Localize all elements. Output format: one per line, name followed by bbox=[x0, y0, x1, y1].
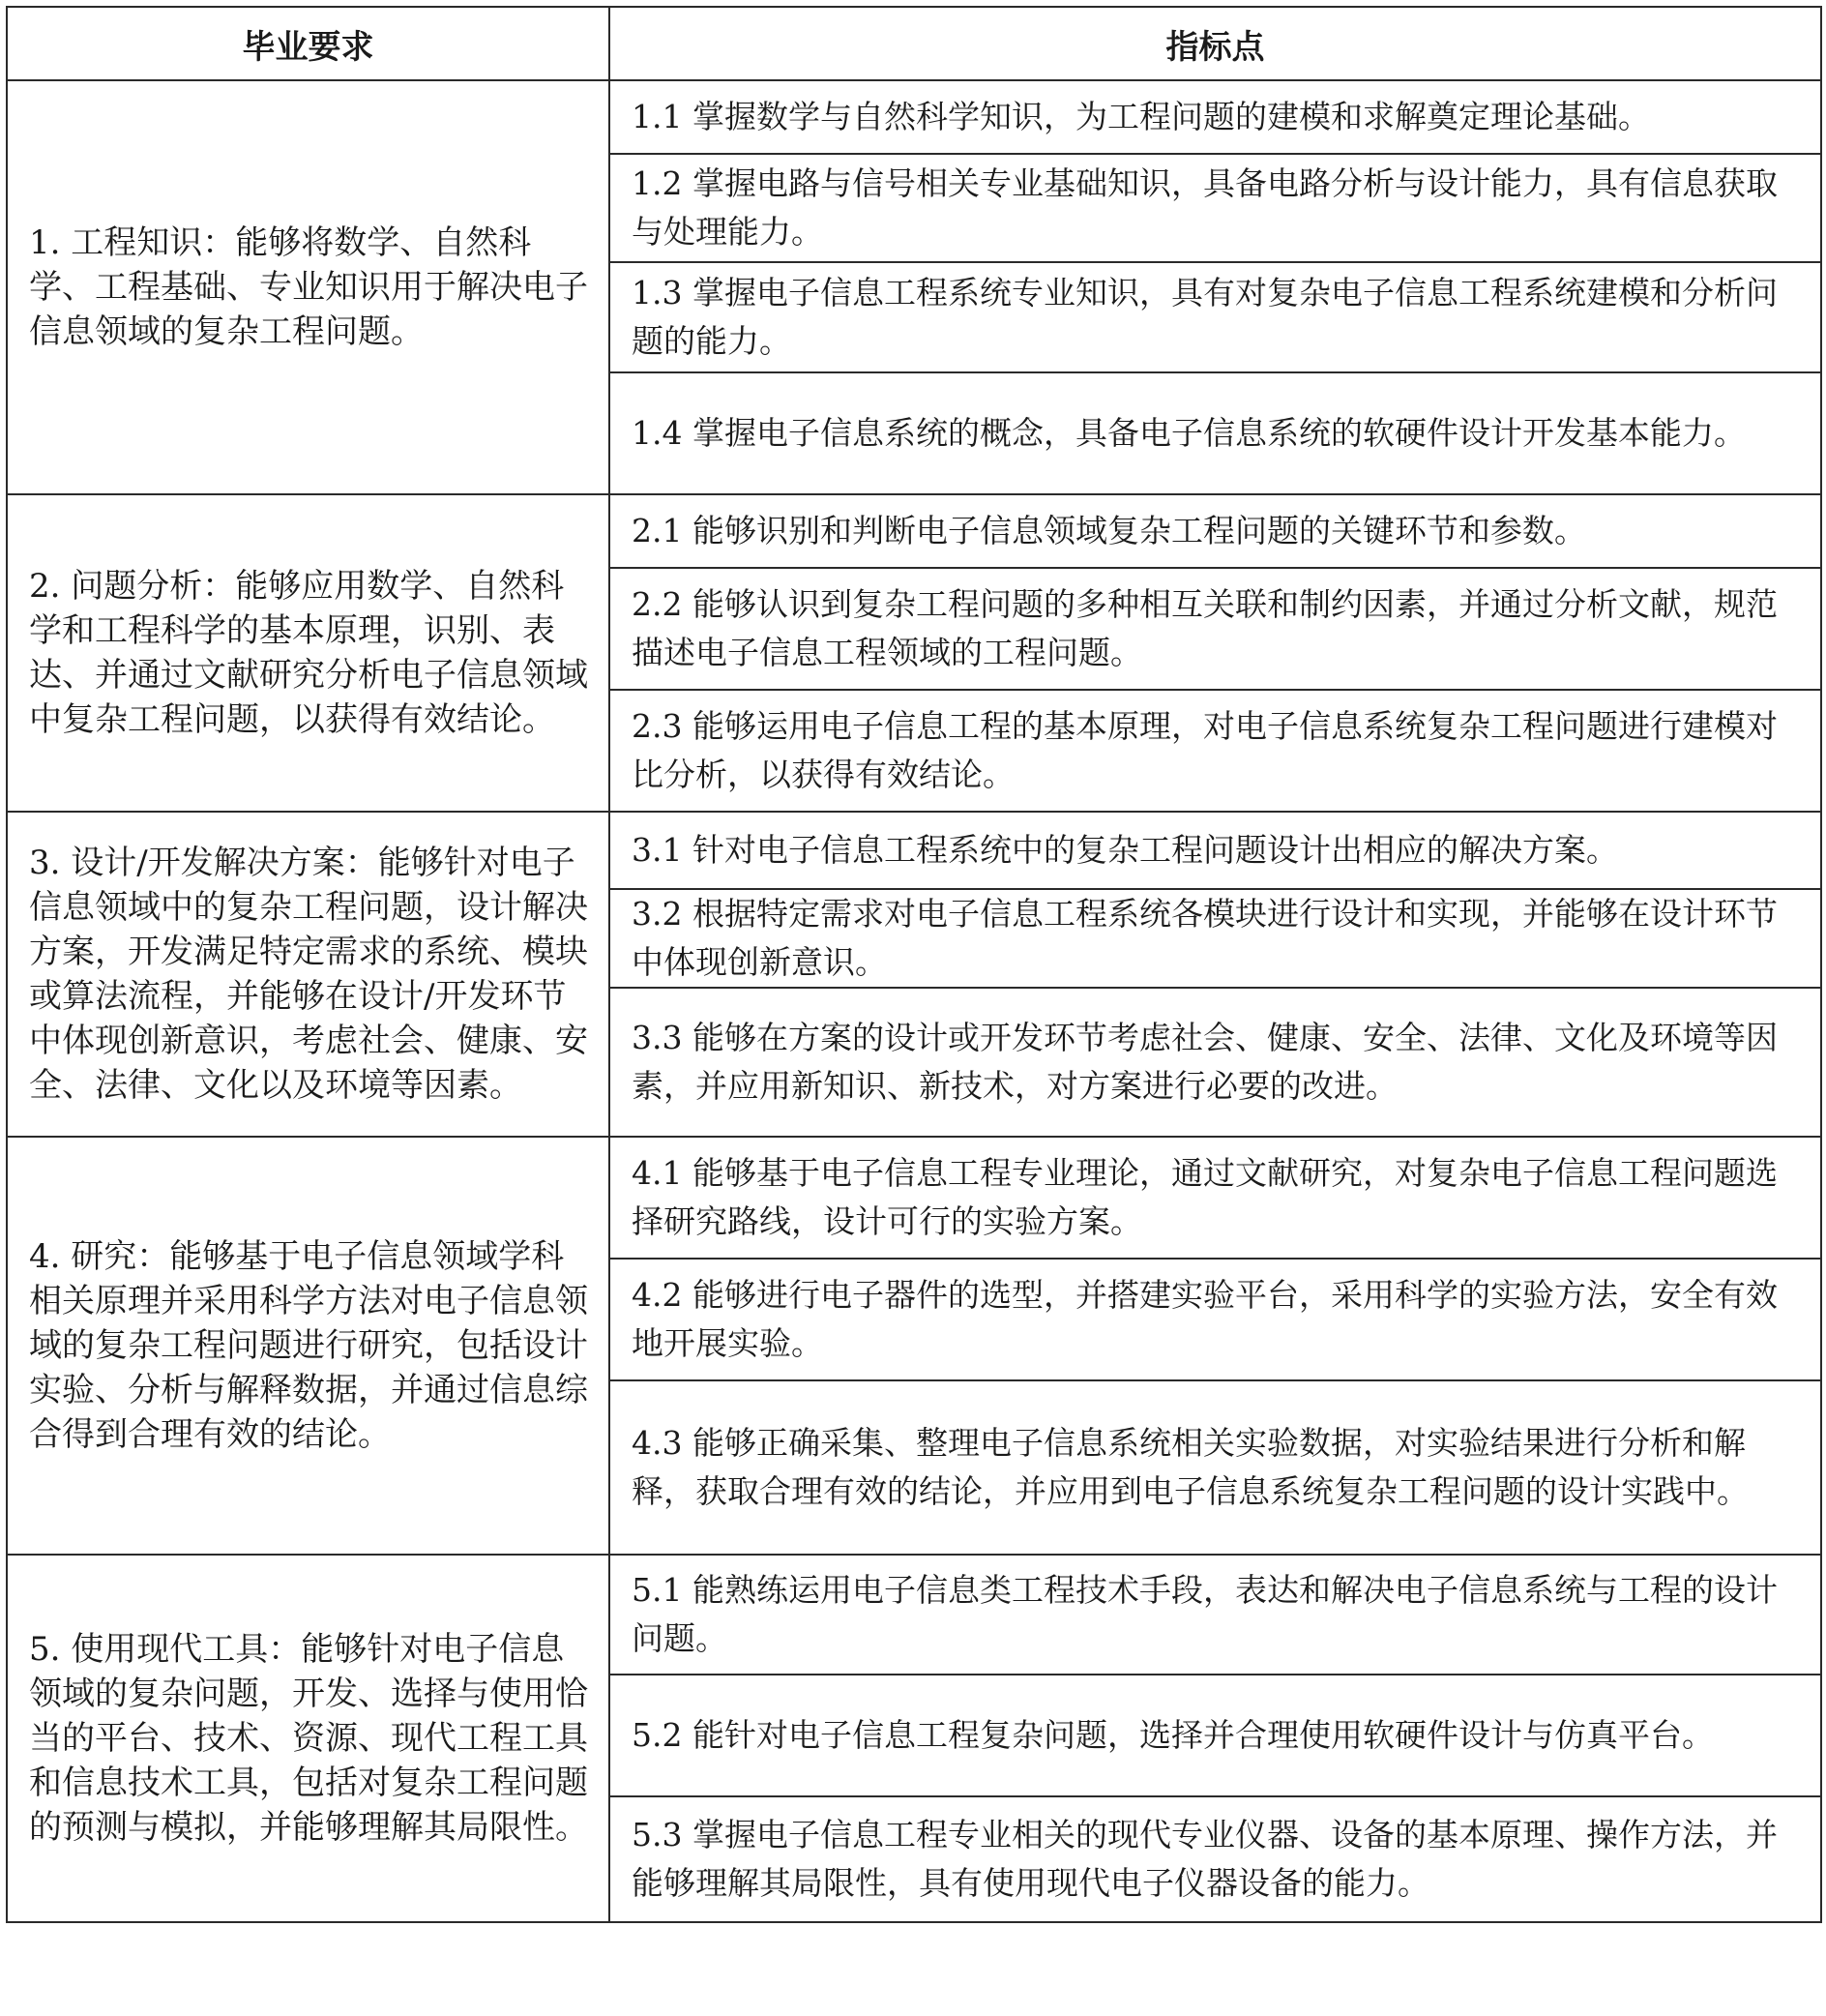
table-row bbox=[7, 80, 1821, 154]
requirement-4: 4. 研究：能够基于电子信息领域学科相关原理并采用科学方法对电子信息领域的复杂工程问题进行研究，包括设计实验、分析与解释数据，并通过信息综合得到合理有效的结论。 bbox=[7, 1137, 609, 1555]
indicator-2-2: 2.2 能够认识到复杂工程问题的多种相互关联和制约因素，并通过分析文献，规范描述电子信息工程领域的工程问题。 bbox=[609, 568, 1821, 690]
indicator-4-3: 4.3 能够正确采集、整理电子信息系统相关实验数据，对实验结果进行分析和解释，获取合理有效的结论，并应用到电子信息系统复杂工程问题的设计实践中。 bbox=[609, 1380, 1821, 1555]
indicator-3-2: 3.2 根据特定需求对电子信息工程系统各模块进行设计和实现，并能够在设计环节中体现创新意识。 bbox=[609, 889, 1821, 988]
header-row bbox=[7, 7, 1821, 80]
requirement-2: 2. 问题分析：能够应用数学、自然科学和工程科学的基本原理，识别、表达、并通过文献研究分析电子信息领域中复杂工程问题，以获得有效结论。 bbox=[7, 494, 609, 812]
indicator-2-1: 2.1 能够识别和判断电子信息领域复杂工程问题的关键环节和参数。 bbox=[609, 494, 1821, 568]
indicator-4-1: 4.1 能够基于电子信息工程专业理论，通过文献研究，对复杂电子信息工程问题选择研究路线，设计可行的实验方案。 bbox=[609, 1137, 1821, 1259]
indicator-1-4: 1.4 掌握电子信息系统的概念，具备电子信息系统的软硬件设计开发基本能力。 bbox=[609, 372, 1821, 494]
graduation-requirements-table bbox=[6, 6, 1822, 1923]
indicator-5-3: 5.3 掌握电子信息工程专业相关的现代专业仪器、设备的基本原理、操作方法，并能够理解其局限性，具有使用现代电子仪器设备的能力。 bbox=[609, 1796, 1821, 1922]
indicator-1-1: 1.1 掌握数学与自然科学知识，为工程问题的建模和求解奠定理论基础。 bbox=[609, 80, 1821, 154]
indicator-2-3: 2.3 能够运用电子信息工程的基本原理，对电子信息系统复杂工程问题进行建模对比分析，以获得有效结论。 bbox=[609, 690, 1821, 812]
table-row bbox=[7, 494, 1821, 568]
table-row bbox=[7, 1137, 1821, 1259]
requirement-5: 5. 使用现代工具：能够针对电子信息领域的复杂问题，开发、选择与使用恰当的平台、技术、资源、现代工程工具和信息技术工具，包括对复杂工程问题的预测与模拟，并能够理解其局限性。 bbox=[7, 1555, 609, 1922]
indicator-5-1: 5.1 能熟练运用电子信息类工程技术手段，表达和解决电子信息系统与工程的设计问题。 bbox=[609, 1555, 1821, 1675]
indicator-3-1: 3.1 针对电子信息工程系统中的复杂工程问题设计出相应的解决方案。 bbox=[609, 812, 1821, 889]
indicator-1-3: 1.3 掌握电子信息工程系统专业知识，具有对复杂电子信息工程系统建模和分析问题的能力。 bbox=[609, 262, 1821, 372]
requirement-3: 3. 设计/开发解决方案：能够针对电子信息领域中的复杂工程问题，设计解决方案，开发满足特定需求的系统、模块或算法流程，并能够在设计/开发环节中体现创新意识，考虑社会、健康、安全、法律、文化以及环境等因素。 bbox=[7, 812, 609, 1137]
table-row bbox=[7, 812, 1821, 889]
table-row bbox=[7, 1555, 1821, 1675]
requirement-1: 1. 工程知识：能够将数学、自然科学、工程基础、专业知识用于解决电子信息领域的复杂工程问题。 bbox=[7, 80, 609, 494]
indicator-1-2: 1.2 掌握电路与信号相关专业基础知识，具备电路分析与设计能力，具有信息获取与处理能力。 bbox=[609, 154, 1821, 262]
header-requirement: 毕业要求 bbox=[7, 7, 609, 80]
header-indicator: 指标点 bbox=[609, 7, 1821, 80]
indicator-3-3: 3.3 能够在方案的设计或开发环节考虑社会、健康、安全、法律、文化及环境等因素，并应用新知识、新技术，对方案进行必要的改进。 bbox=[609, 988, 1821, 1137]
indicator-5-2: 5.2 能针对电子信息工程复杂问题，选择并合理使用软硬件设计与仿真平台。 bbox=[609, 1675, 1821, 1796]
indicator-4-2: 4.2 能够进行电子器件的选型，并搭建实验平台，采用科学的实验方法，安全有效地开展实验。 bbox=[609, 1259, 1821, 1380]
